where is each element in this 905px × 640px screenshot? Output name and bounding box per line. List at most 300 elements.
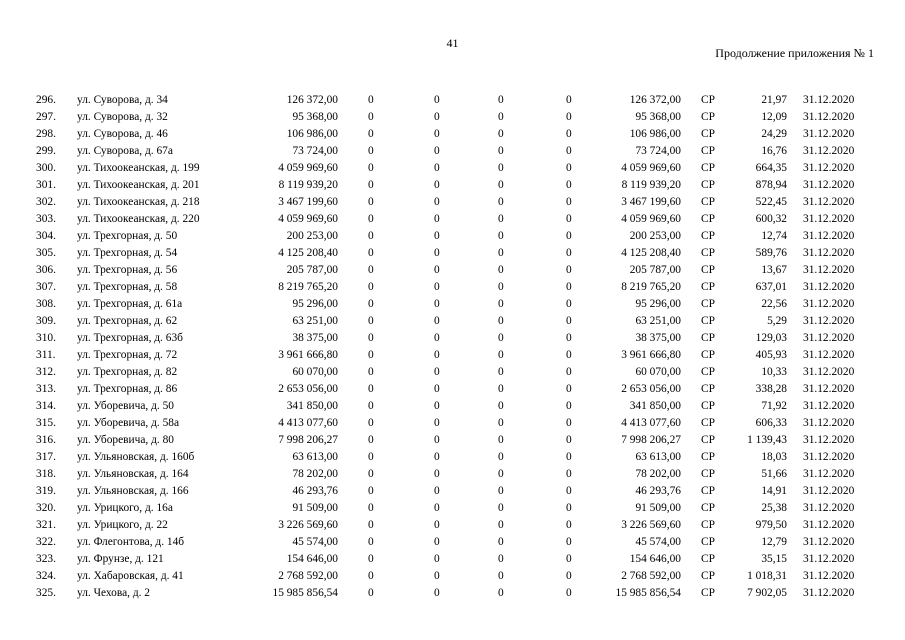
funding-code-cell: СР [701,366,715,378]
zero-value-cell-2: 0 [434,128,440,140]
zero-value-cell-1: 0 [368,332,374,344]
zero-value-cell-4: 0 [566,315,572,327]
zero-value-cell-2: 0 [434,196,440,208]
deadline-date-cell: 31.12.2020 [803,366,855,378]
row-number: 306. [36,264,56,276]
value-cell: 129,03 [755,332,787,344]
zero-value-cell-3: 0 [498,247,504,259]
funding-code-cell: СР [701,94,715,106]
deadline-date-cell: 31.12.2020 [803,247,855,259]
sum-amount-cell: 8 219 765,20 [621,281,681,293]
funding-code-cell: СР [701,315,715,327]
total-amount-cell: 73 724,00 [292,145,338,157]
address-cell: ул. Урицкого, д. 22 [77,519,168,531]
table-row [0,126,905,143]
zero-value-cell-3: 0 [498,298,504,310]
funding-code-cell: СР [701,128,715,140]
zero-value-cell-1: 0 [368,128,374,140]
zero-value-cell-2: 0 [434,502,440,514]
total-amount-cell: 46 293,76 [292,485,338,497]
address-cell: ул. Тихоокеанская, д. 201 [77,179,200,191]
zero-value-cell-3: 0 [498,570,504,582]
total-amount-cell: 3 467 199,60 [278,196,338,208]
total-amount-cell: 95 368,00 [292,111,338,123]
zero-value-cell-4: 0 [566,587,572,599]
zero-value-cell-4: 0 [566,519,572,531]
address-cell: ул. Уборевича, д. 80 [77,434,174,446]
row-number: 324. [36,570,56,582]
value-cell: 5,29 [767,315,787,327]
row-number: 318. [36,468,56,480]
address-cell: ул. Суворова, д. 32 [77,111,168,123]
sum-amount-cell: 73 724,00 [635,145,681,157]
row-number: 314. [36,400,56,412]
value-cell: 600,32 [755,213,787,225]
zero-value-cell-3: 0 [498,553,504,565]
deadline-date-cell: 31.12.2020 [803,485,855,497]
sum-amount-cell: 341 850,00 [629,400,681,412]
zero-value-cell-1: 0 [368,519,374,531]
value-cell: 606,33 [755,417,787,429]
funding-code-cell: СР [701,519,715,531]
deadline-date-cell: 31.12.2020 [803,519,855,531]
zero-value-cell-3: 0 [498,162,504,174]
sum-amount-cell: 3 467 199,60 [621,196,681,208]
appendix-continuation-caption: Продолжение приложения № 1 [715,46,874,60]
funding-code-cell: СР [701,451,715,463]
funding-code-cell: СР [701,570,715,582]
zero-value-cell-2: 0 [434,247,440,259]
zero-value-cell-4: 0 [566,145,572,157]
deadline-date-cell: 31.12.2020 [803,349,855,361]
row-number: 307. [36,281,56,293]
row-number: 299. [36,145,56,157]
zero-value-cell-4: 0 [566,298,572,310]
table-row [0,109,905,126]
table-row [0,313,905,330]
value-cell: 71,92 [761,400,787,412]
value-cell: 51,66 [761,468,787,480]
deadline-date-cell: 31.12.2020 [803,553,855,565]
zero-value-cell-3: 0 [498,264,504,276]
funding-code-cell: СР [701,230,715,242]
zero-value-cell-4: 0 [566,179,572,191]
sum-amount-cell: 2 653 056,00 [621,383,681,395]
zero-value-cell-1: 0 [368,111,374,123]
row-number: 319. [36,485,56,497]
deadline-date-cell: 31.12.2020 [803,145,855,157]
zero-value-cell-3: 0 [498,468,504,480]
funding-code-cell: СР [701,587,715,599]
zero-value-cell-3: 0 [498,434,504,446]
zero-value-cell-1: 0 [368,230,374,242]
address-cell: ул. Тихоокеанская, д. 218 [77,196,200,208]
funding-code-cell: СР [701,196,715,208]
zero-value-cell-2: 0 [434,417,440,429]
address-cell: ул. Трехгорная, д. 62 [77,315,178,327]
deadline-date-cell: 31.12.2020 [803,213,855,225]
value-cell: 7 902,05 [747,587,787,599]
table-row [0,228,905,245]
value-cell: 1 018,31 [747,570,787,582]
zero-value-cell-1: 0 [368,587,374,599]
sum-amount-cell: 95 368,00 [635,111,681,123]
deadline-date-cell: 31.12.2020 [803,383,855,395]
total-amount-cell: 154 646,00 [286,553,338,565]
table-row [0,381,905,398]
zero-value-cell-3: 0 [498,332,504,344]
zero-value-cell-2: 0 [434,315,440,327]
zero-value-cell-2: 0 [434,179,440,191]
address-cell: ул. Уборевича, д. 58а [77,417,180,429]
zero-value-cell-3: 0 [498,587,504,599]
zero-value-cell-4: 0 [566,332,572,344]
table-row [0,279,905,296]
value-cell: 16,76 [761,145,787,157]
deadline-date-cell: 31.12.2020 [803,298,855,310]
deadline-date-cell: 31.12.2020 [803,179,855,191]
table-row [0,534,905,551]
table-row [0,585,905,602]
table-row [0,92,905,109]
address-cell: ул. Трехгорная, д. 58 [77,281,178,293]
value-cell: 24,29 [761,128,787,140]
zero-value-cell-1: 0 [368,502,374,514]
total-amount-cell: 8 219 765,20 [278,281,338,293]
value-cell: 18,03 [761,451,787,463]
zero-value-cell-2: 0 [434,553,440,565]
funding-code-cell: СР [701,264,715,276]
table-row [0,177,905,194]
total-amount-cell: 4 125 208,40 [278,247,338,259]
table-row [0,160,905,177]
zero-value-cell-4: 0 [566,264,572,276]
deadline-date-cell: 31.12.2020 [803,434,855,446]
zero-value-cell-3: 0 [498,179,504,191]
zero-value-cell-1: 0 [368,162,374,174]
sum-amount-cell: 126 372,00 [629,94,681,106]
zero-value-cell-4: 0 [566,383,572,395]
total-amount-cell: 7 998 206,27 [278,434,338,446]
table-row [0,466,905,483]
zero-value-cell-3: 0 [498,451,504,463]
deadline-date-cell: 31.12.2020 [803,451,855,463]
zero-value-cell-2: 0 [434,145,440,157]
zero-value-cell-2: 0 [434,349,440,361]
deadline-date-cell: 31.12.2020 [803,196,855,208]
funding-code-cell: СР [701,468,715,480]
funding-code-cell: СР [701,332,715,344]
zero-value-cell-1: 0 [368,570,374,582]
deadline-date-cell: 31.12.2020 [803,315,855,327]
zero-value-cell-3: 0 [498,111,504,123]
funding-code-cell: СР [701,247,715,259]
address-cell: ул. Трехгорная, д. 63б [77,332,183,344]
row-number: 315. [36,417,56,429]
row-number: 317. [36,451,56,463]
zero-value-cell-1: 0 [368,349,374,361]
row-number: 321. [36,519,56,531]
zero-value-cell-4: 0 [566,247,572,259]
row-number: 311. [36,349,56,361]
sum-amount-cell: 78 202,00 [635,468,681,480]
sum-amount-cell: 38 375,00 [635,332,681,344]
table-row [0,449,905,466]
zero-value-cell-1: 0 [368,536,374,548]
table-row [0,194,905,211]
sum-amount-cell: 4 125 208,40 [621,247,681,259]
total-amount-cell: 60 070,00 [292,366,338,378]
zero-value-cell-3: 0 [498,145,504,157]
zero-value-cell-2: 0 [434,451,440,463]
zero-value-cell-3: 0 [498,417,504,429]
sum-amount-cell: 45 574,00 [635,536,681,548]
zero-value-cell-3: 0 [498,281,504,293]
address-cell: ул. Ульяновская, д. 166 [77,485,189,497]
zero-value-cell-4: 0 [566,349,572,361]
total-amount-cell: 63 251,00 [292,315,338,327]
sum-amount-cell: 3 226 569,60 [621,519,681,531]
address-cell: ул. Трехгорная, д. 54 [77,247,178,259]
table-row [0,500,905,517]
zero-value-cell-1: 0 [368,485,374,497]
zero-value-cell-1: 0 [368,264,374,276]
zero-value-cell-3: 0 [498,315,504,327]
value-cell: 878,94 [755,179,787,191]
table-row [0,517,905,534]
value-cell: 637,01 [755,281,787,293]
zero-value-cell-3: 0 [498,230,504,242]
funding-code-cell: СР [701,111,715,123]
zero-value-cell-2: 0 [434,298,440,310]
zero-value-cell-3: 0 [498,196,504,208]
deadline-date-cell: 31.12.2020 [803,281,855,293]
value-cell: 522,45 [755,196,787,208]
zero-value-cell-1: 0 [368,400,374,412]
zero-value-cell-3: 0 [498,536,504,548]
zero-value-cell-1: 0 [368,366,374,378]
total-amount-cell: 3 961 666,80 [278,349,338,361]
sum-amount-cell: 205 787,00 [629,264,681,276]
sum-amount-cell: 4 413 077,60 [621,417,681,429]
sum-amount-cell: 154 646,00 [629,553,681,565]
value-cell: 12,79 [761,536,787,548]
value-cell: 10,33 [761,366,787,378]
zero-value-cell-4: 0 [566,502,572,514]
sum-amount-cell: 63 613,00 [635,451,681,463]
value-cell: 664,35 [755,162,787,174]
funding-code-cell: СР [701,434,715,446]
zero-value-cell-1: 0 [368,315,374,327]
table-row [0,432,905,449]
address-cell: ул. Трехгорная, д. 61а [77,298,183,310]
row-number: 298. [36,128,56,140]
zero-value-cell-4: 0 [566,468,572,480]
funding-code-cell: СР [701,485,715,497]
zero-value-cell-4: 0 [566,570,572,582]
sum-amount-cell: 95 296,00 [635,298,681,310]
deadline-date-cell: 31.12.2020 [803,468,855,480]
zero-value-cell-4: 0 [566,281,572,293]
sum-amount-cell: 15 985 856,54 [615,587,681,599]
zero-value-cell-2: 0 [434,213,440,225]
total-amount-cell: 200 253,00 [286,230,338,242]
value-cell: 13,67 [761,264,787,276]
value-cell: 405,93 [755,349,787,361]
zero-value-cell-2: 0 [434,162,440,174]
funding-code-cell: СР [701,281,715,293]
row-number: 308. [36,298,56,310]
zero-value-cell-4: 0 [566,400,572,412]
funding-code-cell: СР [701,553,715,565]
funding-code-cell: СР [701,417,715,429]
address-cell: ул. Трехгорная, д. 82 [77,366,178,378]
zero-value-cell-4: 0 [566,434,572,446]
deadline-date-cell: 31.12.2020 [803,502,855,514]
address-cell: ул. Суворова, д. 34 [77,94,168,106]
row-number: 301. [36,179,56,191]
row-number: 310. [36,332,56,344]
sum-amount-cell: 3 961 666,80 [621,349,681,361]
page-number: 41 [446,36,459,50]
table-row [0,211,905,228]
zero-value-cell-1: 0 [368,213,374,225]
table-row [0,415,905,432]
total-amount-cell: 4 413 077,60 [278,417,338,429]
zero-value-cell-4: 0 [566,366,572,378]
table-row [0,568,905,585]
zero-value-cell-3: 0 [498,400,504,412]
funding-code-cell: СР [701,213,715,225]
deadline-date-cell: 31.12.2020 [803,94,855,106]
value-cell: 979,50 [755,519,787,531]
address-cell: ул. Урицкого, д. 16а [77,502,173,514]
zero-value-cell-2: 0 [434,519,440,531]
funding-code-cell: СР [701,383,715,395]
total-amount-cell: 45 574,00 [292,536,338,548]
zero-value-cell-1: 0 [368,247,374,259]
funding-code-cell: СР [701,349,715,361]
address-cell: ул. Флегонтова, д. 14б [77,536,185,548]
zero-value-cell-3: 0 [498,128,504,140]
address-cell: ул. Трехгорная, д. 56 [77,264,178,276]
zero-value-cell-4: 0 [566,213,572,225]
value-cell: 338,28 [755,383,787,395]
funding-code-cell: СР [701,145,715,157]
address-cell: ул. Хабаровская, д. 41 [77,570,184,582]
deadline-date-cell: 31.12.2020 [803,400,855,412]
deadline-date-cell: 31.12.2020 [803,162,855,174]
value-cell: 35,15 [761,553,787,565]
row-number: 325. [36,587,56,599]
row-number: 300. [36,162,56,174]
total-amount-cell: 4 059 969,60 [278,213,338,225]
zero-value-cell-3: 0 [498,502,504,514]
address-cell: ул. Тихоокеанская, д. 220 [77,213,200,225]
funding-code-cell: СР [701,502,715,514]
funding-code-cell: СР [701,162,715,174]
deadline-date-cell: 31.12.2020 [803,570,855,582]
sum-amount-cell: 4 059 969,60 [621,162,681,174]
total-amount-cell: 15 985 856,54 [272,587,338,599]
row-number: 309. [36,315,56,327]
zero-value-cell-3: 0 [498,349,504,361]
zero-value-cell-4: 0 [566,485,572,497]
address-cell: ул. Трехгорная, д. 86 [77,383,178,395]
total-amount-cell: 63 613,00 [292,451,338,463]
deadline-date-cell: 31.12.2020 [803,128,855,140]
zero-value-cell-1: 0 [368,451,374,463]
zero-value-cell-1: 0 [368,281,374,293]
row-number: 297. [36,111,56,123]
table-row [0,296,905,313]
zero-value-cell-1: 0 [368,434,374,446]
zero-value-cell-4: 0 [566,553,572,565]
sum-amount-cell: 2 768 592,00 [621,570,681,582]
zero-value-cell-3: 0 [498,213,504,225]
zero-value-cell-1: 0 [368,145,374,157]
funding-code-cell: СР [701,298,715,310]
zero-value-cell-2: 0 [434,264,440,276]
sum-amount-cell: 200 253,00 [629,230,681,242]
zero-value-cell-4: 0 [566,536,572,548]
deadline-date-cell: 31.12.2020 [803,111,855,123]
total-amount-cell: 126 372,00 [286,94,338,106]
total-amount-cell: 3 226 569,60 [278,519,338,531]
table-row [0,551,905,568]
row-number: 302. [36,196,56,208]
zero-value-cell-4: 0 [566,111,572,123]
row-number: 304. [36,230,56,242]
deadline-date-cell: 31.12.2020 [803,332,855,344]
zero-value-cell-4: 0 [566,94,572,106]
address-cell: ул. Суворова, д. 67а [77,145,173,157]
zero-value-cell-2: 0 [434,366,440,378]
total-amount-cell: 8 119 939,20 [278,179,338,191]
zero-value-cell-4: 0 [566,162,572,174]
row-number: 305. [36,247,56,259]
zero-value-cell-3: 0 [498,383,504,395]
zero-value-cell-1: 0 [368,383,374,395]
deadline-date-cell: 31.12.2020 [803,230,855,242]
funding-code-cell: СР [701,536,715,548]
zero-value-cell-3: 0 [498,485,504,497]
row-number: 323. [36,553,56,565]
zero-value-cell-3: 0 [498,94,504,106]
address-cell: ул. Трехгорная, д. 72 [77,349,178,361]
table-row [0,483,905,500]
value-cell: 21,97 [761,94,787,106]
address-cell: ул. Чехова, д. 2 [77,587,151,599]
zero-value-cell-4: 0 [566,417,572,429]
appendix-table [0,92,905,602]
value-cell: 22,56 [761,298,787,310]
zero-value-cell-2: 0 [434,587,440,599]
address-cell: ул. Тихоокеанская, д. 199 [77,162,200,174]
table-row [0,398,905,415]
sum-amount-cell: 63 251,00 [635,315,681,327]
zero-value-cell-1: 0 [368,196,374,208]
row-number: 322. [36,536,56,548]
zero-value-cell-2: 0 [434,281,440,293]
table-row [0,330,905,347]
row-number: 296. [36,94,56,106]
table-row [0,364,905,381]
sum-amount-cell: 46 293,76 [635,485,681,497]
table-row [0,262,905,279]
zero-value-cell-3: 0 [498,366,504,378]
value-cell: 12,74 [761,230,787,242]
